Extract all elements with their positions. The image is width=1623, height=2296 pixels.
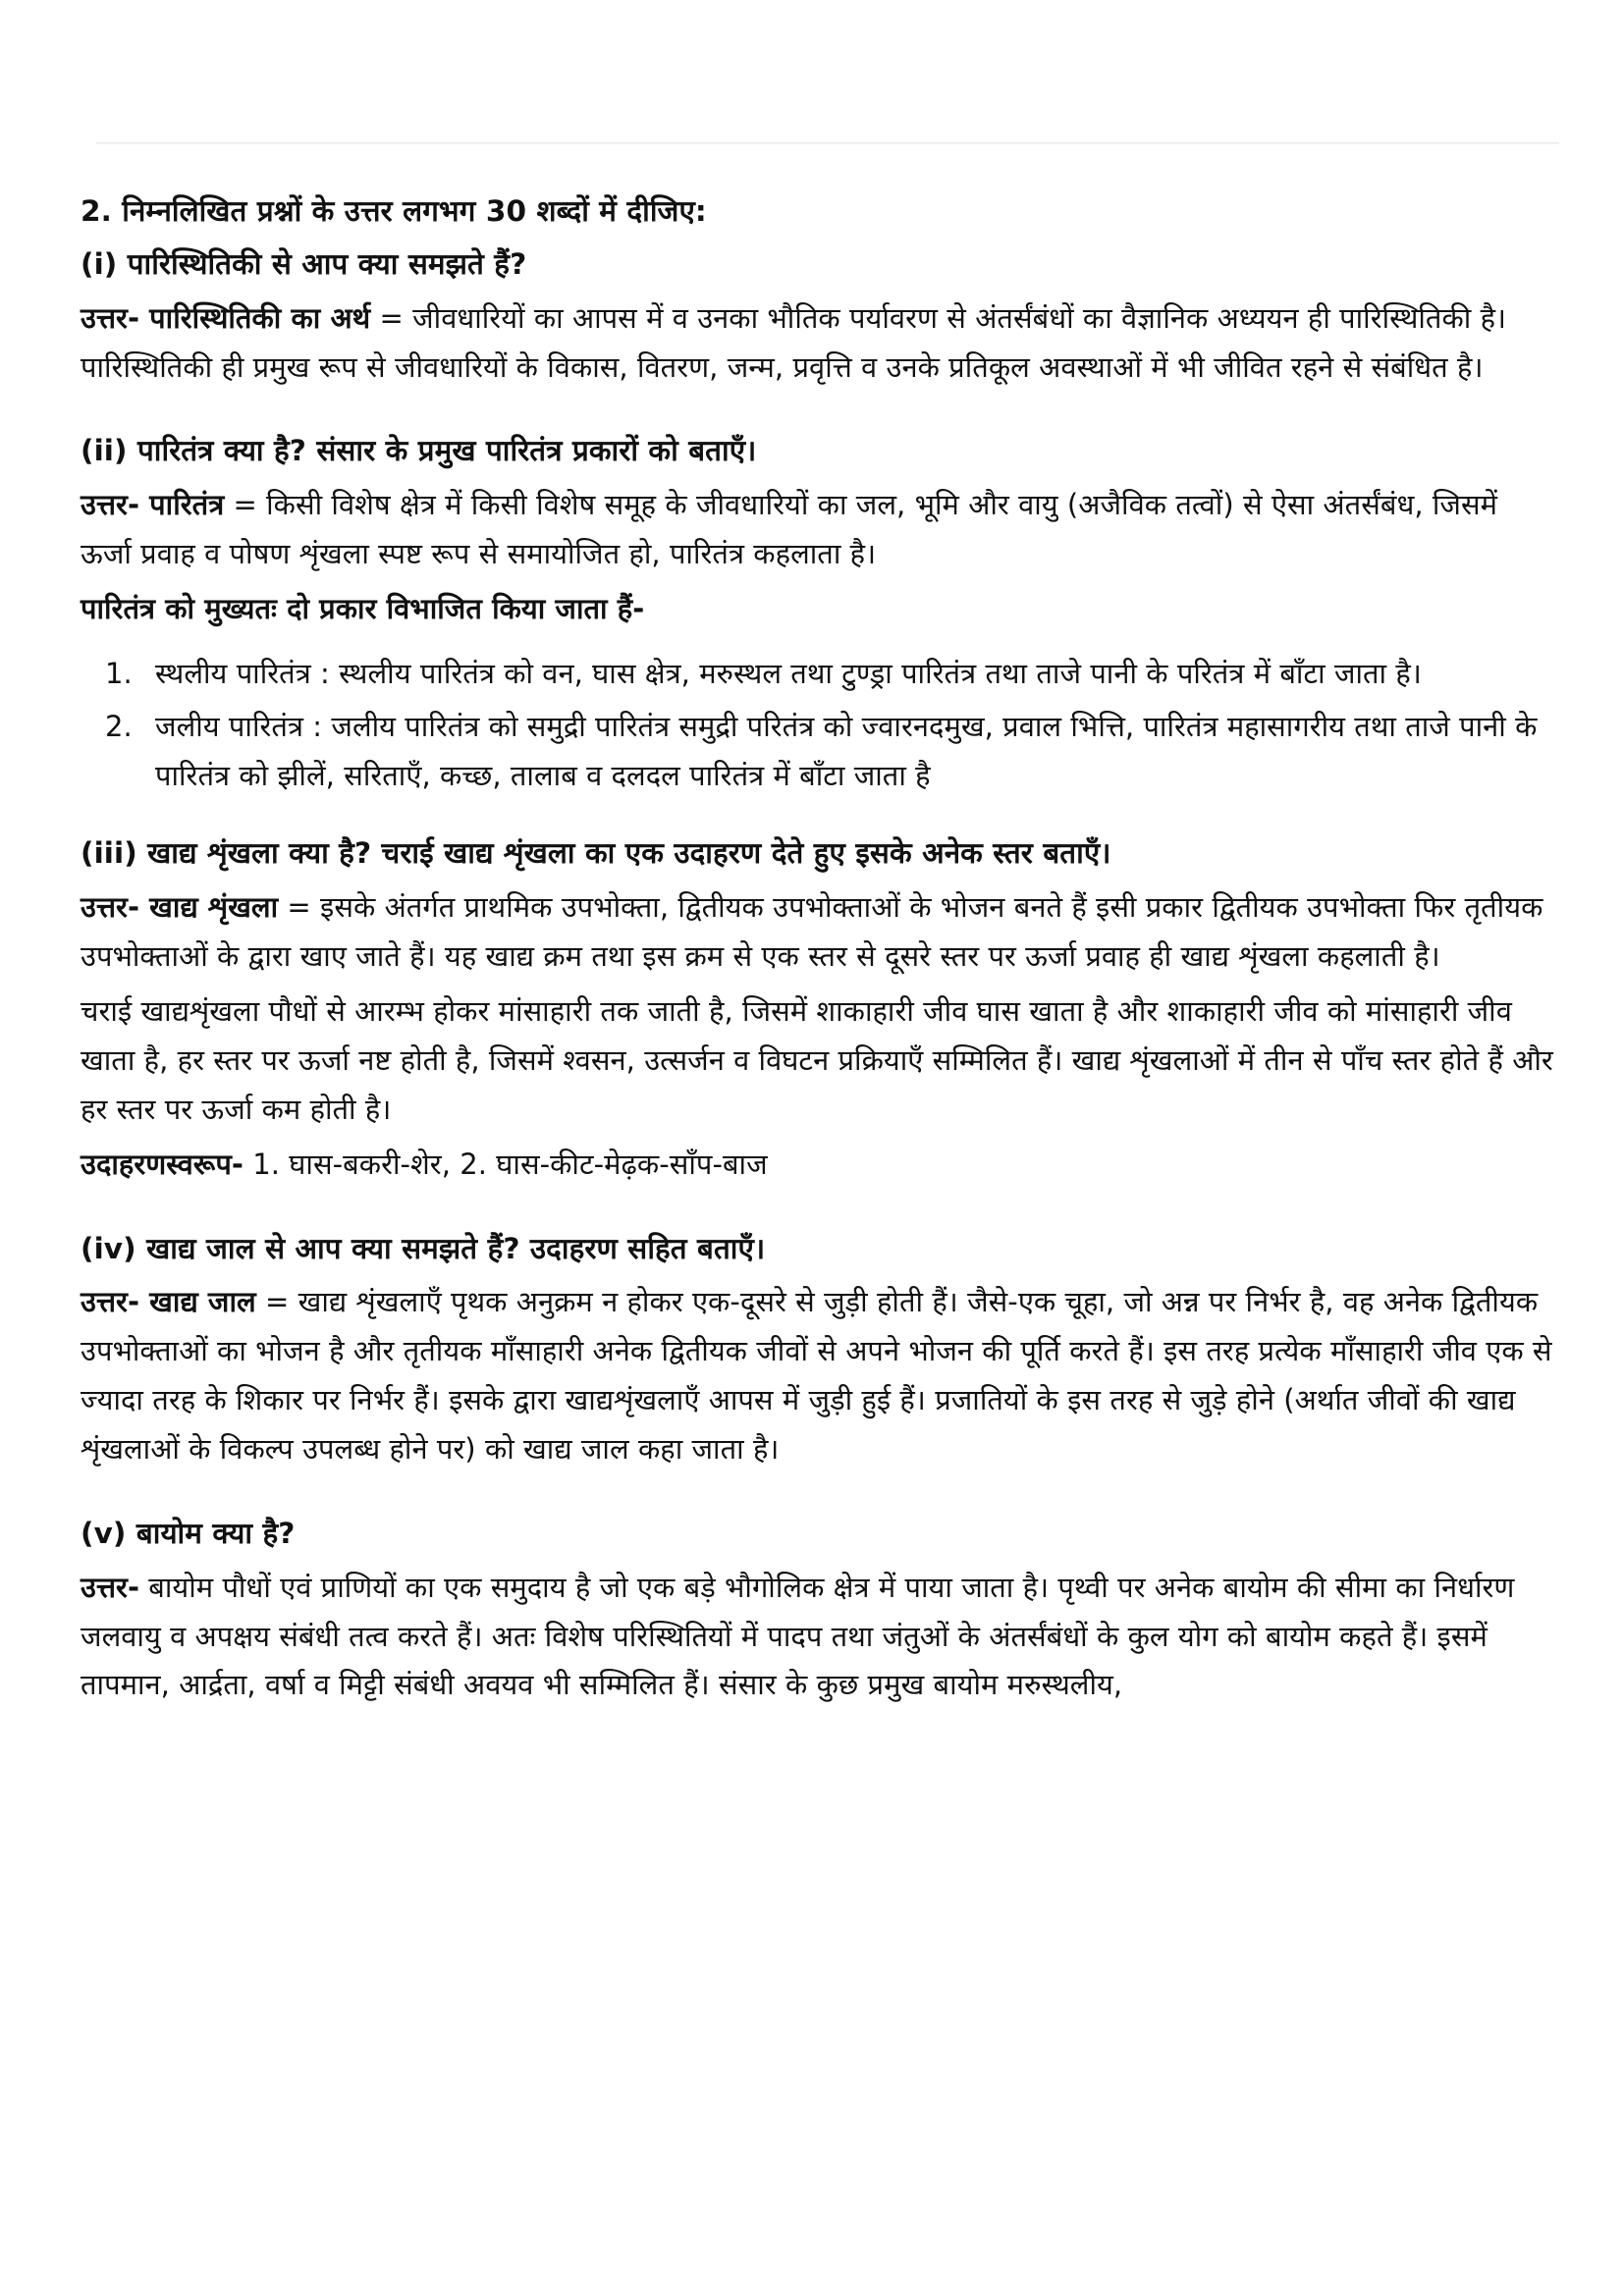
document-content: [81, 189, 1553, 1716]
answer-iii-body: = इसके अंतर्गत प्राथमिक उपभोक्ता, द्वितीयक उपभोक्ताओं के भोजन बनते हैं इसी प्रकार द्वितीयक उपभोक्ता फिर तृतीयक उपभोक्ताओं के द्वारा खाए जाते हैं। यह खाद्य क्रम तथा इस क्रम से एक स्तर से दूसरे स्तर पर ऊर्जा प्रवाह ही खाद्य शृंखला कहलाती है।: [81, 890, 1543, 974]
main-question-heading: 2. निम्नलिखित प्रश्नों के उत्तर लगभग 30 शब्दों में दीजिए:: [81, 194, 707, 228]
sub-question-iv: (iv) खाद्य जाल से आप क्या समझते हैं? उदाहरण सहित बताएँ।: [81, 1231, 766, 1265]
answer-ii-body: = किसी विशेष क्षेत्र में किसी विशेष समूह के जीवधारियों का जल, भूमि और वायु (अजैविक तत्वों) से ऐसा अंतर्संबंध, जिसमें ऊर्जा प्रवाह व पोषण शृंखला स्पष्ट रूप से समायोजित हो, पारितंत्र कहलाता है।: [81, 488, 1498, 571]
food-chain-examples: [81, 1141, 1553, 1190]
sub-question-iii: (iii) खाद्य शृंखला क्या है? चराई खाद्य शृंखला का एक उदाहरण देते हुए इसके अनेक स्तर बताएँ।: [81, 836, 1111, 871]
answer-ii-lead: उत्तर- पारितंत्र: [81, 488, 225, 522]
answer-v: [81, 1564, 1553, 1711]
list-item: 1. स्थलीय पारितंत्र : स्थलीय पारितंत्र को वन, घास क्षेत्र, मरुस्थल तथा टुण्ड्रा पारितंत्र तथा ताजे पानी के परितंत्र में बाँटा जाता है।: [141, 650, 1553, 699]
answer-v-lead: उत्तर-: [81, 1570, 140, 1604]
answer-iii-lead: उत्तर- खाद्य शृंखला: [81, 890, 279, 925]
examples-lead: उदाहरणस्वरूप-: [81, 1147, 243, 1181]
ecosystem-types-subheading: पारितंत्र को मुख्यतः दो प्रकार विभाजित किया जाता हैं-: [81, 591, 645, 625]
answer-i-body: = जीवधारियों का आपस में व उनका भौतिक पर्यावरण से अंतर्संबंधों का वैज्ञानिक अध्ययन ही पारिस्थितिकी है। पारिस्थितिकी ही प्रमुख रूप से जीवधारियों के विकास, वितरण, जन्म, प्रवृत्ति व उनके प्रतिकूल अवस्थाओं में भी जीवित रहने से संबंधित है।: [81, 300, 1507, 384]
spacer: [81, 810, 1553, 831]
spacer: [81, 1196, 1553, 1227]
answer-v-body: बायोम पौधों एवं प्राणियों का एक समुदाय है जो एक बड़े भौगोलिक क्षेत्र में पाया जाता है। पृथ्वी पर अनेक बायोम की सीमा का निर्धारण जलवायु व अपक्षय संबंधी तत्व करते हैं। अतः विशेष परिस्थितियों में पादप तथा जंतुओं के अंतर्संबंधों के कुल योग को बायोम कहते हैं। इसमें तापमान, आर्द्रता, वर्षा व मिट्टी संबंधी अवयव भी सम्मिलित हैं। संसार के कुछ प्रमुख बायोम मरुस्थलीय,: [81, 1570, 1515, 1702]
ecosystem-types-list: [81, 650, 1553, 801]
spacer: [81, 398, 1553, 429]
answer-i-lead: उत्तर- पारिस्थितिकी का अर्थ: [81, 300, 371, 335]
header-divider: [96, 142, 1559, 144]
sub-question-v: (v) बायोम क्या है?: [81, 1516, 296, 1550]
examples-body: 1. घास-बकरी-शेर, 2. घास-कीट-मेढ़क-साँप-बाज: [243, 1147, 768, 1181]
answer-ii: [81, 481, 1553, 579]
answer-iv: [81, 1278, 1553, 1474]
grazing-food-chain-paragraph: चराई खाद्यशृंखला पौधों से आरम्भ होकर मांसाहारी तक जाती है, जिसमें शाकाहारी जीव घास खाता है और शाकाहारी जीव को मांसाहारी जीव खाता है, हर स्तर पर ऊर्जा नष्ट होती है, जिसमें श्वसन, उत्सर्जन व विघटन प्रक्रियाएँ सम्मिलित हैं। खाद्य शृंखलाओं में तीन से पाँच स्तर होते हैं और हर स्तर पर ऊर्जा कम होती है।: [81, 994, 1553, 1126]
answer-i: [81, 294, 1553, 393]
spacer: [81, 1480, 1553, 1512]
list-item: 2. जलीय पारितंत्र : जलीय पारितंत्र को समुद्री पारितंत्र समुद्री परितंत्र को ज्वारनदमुख, प्रवाल भित्ति, पारितंत्र महासागरीय तथा ताजे पानी के पारितंत्र को झीलें, सरिताएँ, कच्छ, तालाब व दलदल पारितंत्र में बाँटा जाता है: [141, 703, 1553, 801]
answer-iv-body: = खाद्य शृंखलाएँ पृथक अनुक्रम न होकर एक-दूसरे से जुड़ी होती हैं। जैसे-एक चूहा, जो अन्न पर निर्भर है, वह अनेक द्वितीयक उपभोक्ताओं का भोजन है और तृतीयक माँसाहारी अनेक द्वितीयक जीवों से अपने भोजन की पूर्ति करते हैं। इस तरह प्रत्येक माँसाहारी जीव एक से ज्यादा तरह के शिकार पर निर्भर हैं। इसके द्वारा खाद्यशृंखलाएँ आपस में जुड़ी हुई हैं। प्रजातियों के इस तरह से जुड़े होने (अर्थात जीवों की खाद्य शृंखलाओं के विकल्प उपलब्ध होने पर) को खाद्य जाल कहा जाता है।: [81, 1285, 1552, 1467]
answer-iii: [81, 883, 1553, 982]
sub-question-ii: (ii) पारितंत्र क्या है? संसार के प्रमुख पारितंत्र प्रकारों को बताएँ।: [81, 434, 757, 468]
sub-question-i: (i) पारिस्थितिकी से आप क्या समझते हैं?: [81, 246, 527, 281]
answer-iv-lead: उत्तर- खाद्य जाल: [81, 1285, 256, 1319]
